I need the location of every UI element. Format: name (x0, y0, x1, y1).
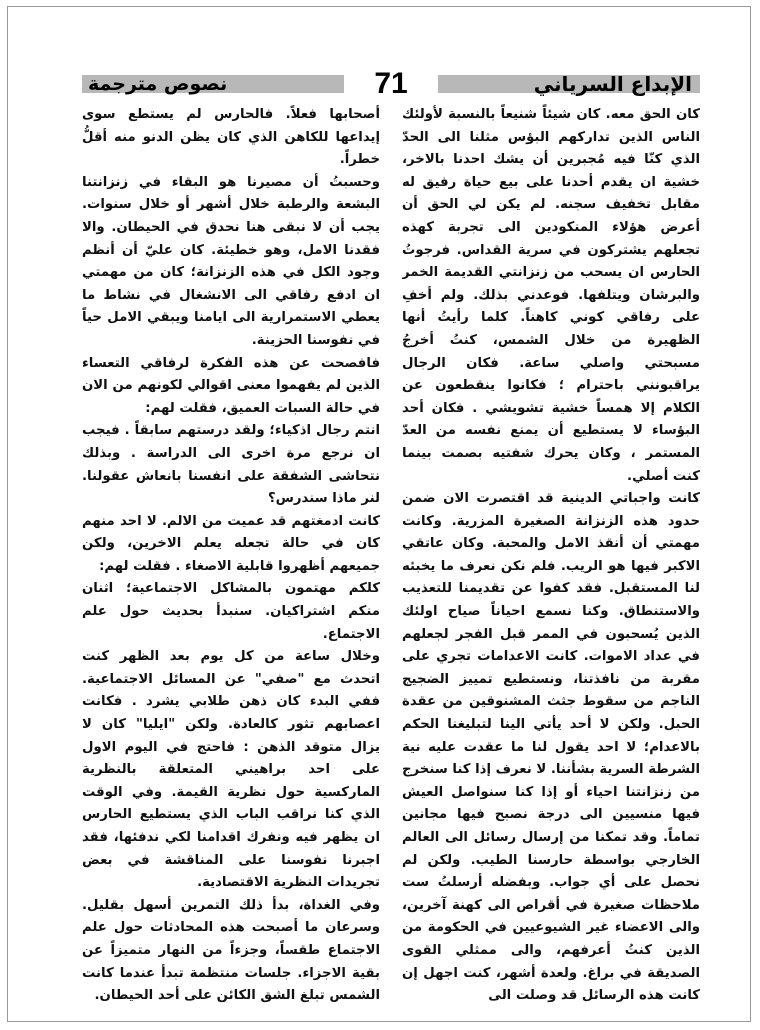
paragraph: وفي الغداة، بدأ ذلك التمرين أسهل بقليل. وسرعان ما أصبحت هذه المحادثات حول علم الاجتماع طقساً، وجزءاً من النهار متميزاً عن بقية الاجزاء. جلسات منتظمة تبدأ عندما كانت الشمس تبلغ الشق الكائن على أحد الحيطان. (82, 897, 380, 1004)
paragraph: كلكم مهتمون بالمشاكل الاجتماعية؛ اثنان منكم اشتراكيان. سنبدأ بحديث حول علم الاجتماع. (82, 581, 380, 642)
paragraph: انتم رجال اذكياء؛ ولقد درستهم سابقاً . فيجب ان نرجع مرة اخرى الى الدراسة . وبذلك نتحاشى الشفقة على انفسنا بانعاش عقولنا. لنر ماذا سندرس؟ (82, 423, 380, 507)
paragraph: كانت ادمغتهم قد عميت من الالم. لا احد منهم كان في حالة تجعله يعلم الاخرين، ولكن جميعهم أظهروا قابلية الاصغاء . فقلت لهم: (82, 513, 380, 574)
magazine-title: الإبداع السرياني (533, 72, 692, 96)
paragraph: وحسبتُ أن مصيرنا هو البقاء في زنزانتنا البشعة والرطبة خلال أشهر أو خلال سنوات. يجب أن لا نبقى هنا نحدق في الحيطان. والا فقدنا الامل، وهو خطيئة. كان عليّ أن أنظم وجود الكل في هذه الزنزانة؛ كان من مهمتي ان ادفع رفاقي الى الانشغال في نشاط ما يعطي الاستمرارية الى ايامنا ويبقي الامل حياً في نفوسنا الحزينة. (82, 174, 380, 348)
paragraph: كان الحق معه. كان شيئاً شنيعاً بالنسبة لأولئك الناس الذين تداركهم البؤس مثلنا الى الحدّ الذي كنّا فيه مُجبرين أن يشك احدنا بالاخر، خشية ان يقدم أحدنا على بيع حياة رفيق له مقابل تخفيف سجنه. لم يكن لي الحق أن أعرض هؤلاء المنكودين الى تجربة كهذه تجعلهم يشتركون في سرية القداس. فرجوتُ الحارس ان يسحب من زنزانتي القديمة الخمر والبرشان ويتلفها. فوعدني بذلك. ولم أخفِ على رفاقي كوني كاهناً. كلما رأيتُ أنها الظهيرة من خلال الشمس، كنتُ أخرجُ مسبحتي واصلي ساعة. فكان الرجال يراقبونني باحترام ؛ فكانوا ينقطعون عن الكلام إلا همساً خشية تشويشي . فكان أحد البؤساء لا يستطيع أن يمنع نفسه من العدّ المستمر ، وكان يحرك شفتيه بصمت بينما كنت أصلي. (402, 107, 700, 484)
paragraph: وخلال ساعة من كل يوم بعد الظهر كنت اتحدث مع "صفي" عن المسائل الاجتماعية. ففي البدء كان ذهن طلابي يشرد . فكانت اعصابهم تثور كالعادة. ولكن "ايليا" كان لا يزال متوقد الذهن : فاحتج في اليوم الاول على احد براهيني المتعلقة بالنظرية الماركسية حول نظرية القيمة. وفي الوقت الذي كنا نراقب الباب الذي يستطيع الحارس ان يظهر فيه ونفرك اقدامنا لكي ندفئها، فقد اجبرنا نفوسنا على المناقشة في بعض تجريدات النظرية الاقتصادية. (82, 649, 380, 891)
paragraph: كانت واجباتي الدينية قد اقتصرت الان ضمن حدود هذه الزنزانة الصغيرة المزرية. وكانت مهمتي أن أنقذ الامل والمحبة. وكان عاتقي الاكبر فيها هو الريب. فلم نكن نعرف ما يخبئه لنا المستقبل. فقد كفوا عن تقديمنا للتعذيب والاستنطاق. وكنا نسمع احياناً صياح اولئك الذين يُسحبون في الممر قبل الفجر لجعلهم في عداد الاموات. كانت الاعدامات تجري على مقربة من نافذتنا، ونستطيع تمييز الضجيج الناجم من سقوط جثث المشنوقين من عقدة الحبل. ولكن لا أحد يأتي الينا لتبليغنا الحكم بالاعدام؛ لا احد يقول لنا ما عقدت عليه نية الشرطة السرية بشأننا. لا نعرف إذا كنا سنخرج من زنزانتنا احياء أو إذا كنا سنواصل العيش فيها منسيين الى درجة نصبح فيها مجانين تماماً. وقد تمكنا من إرسال رسائل الى العالم الخارجي بواسطة حارسنا الطيب. ولكن لم نحصل على أي جواب. وبفضله أرسلتُ ست ملاحظات صغيرة في أقراص الى كهنة آخرين، والى الاعضاء غير الشيوعيين في الحكومة من الذين كنتُ أعرفهم، والى ممثلي القوى الصديقة في براغ. ولعدة أشهر، كنت اجهل إن كانت هذه الرسائل قد وصلت الى (402, 491, 700, 1004)
page-number: 71 (374, 67, 408, 100)
page-header (82, 68, 700, 102)
paragraph: أصحابها فعلاً. فالحارس لم يستطع سوى إيداعها للكاهن الذي كان يظن الدنو منه أقلُّ خطراً. (82, 107, 380, 168)
paragraph: فافصحت عن هذه الفكرة لرفاقي التعساء الذين لم يفهموا معنى اقوالي لكونهم من الان في حالة السبات العميق، فقلت لهم: (82, 355, 380, 416)
text-column-left (82, 104, 380, 1008)
section-title: نصوص مترجمة (88, 73, 228, 95)
text-column-right (402, 104, 700, 1008)
